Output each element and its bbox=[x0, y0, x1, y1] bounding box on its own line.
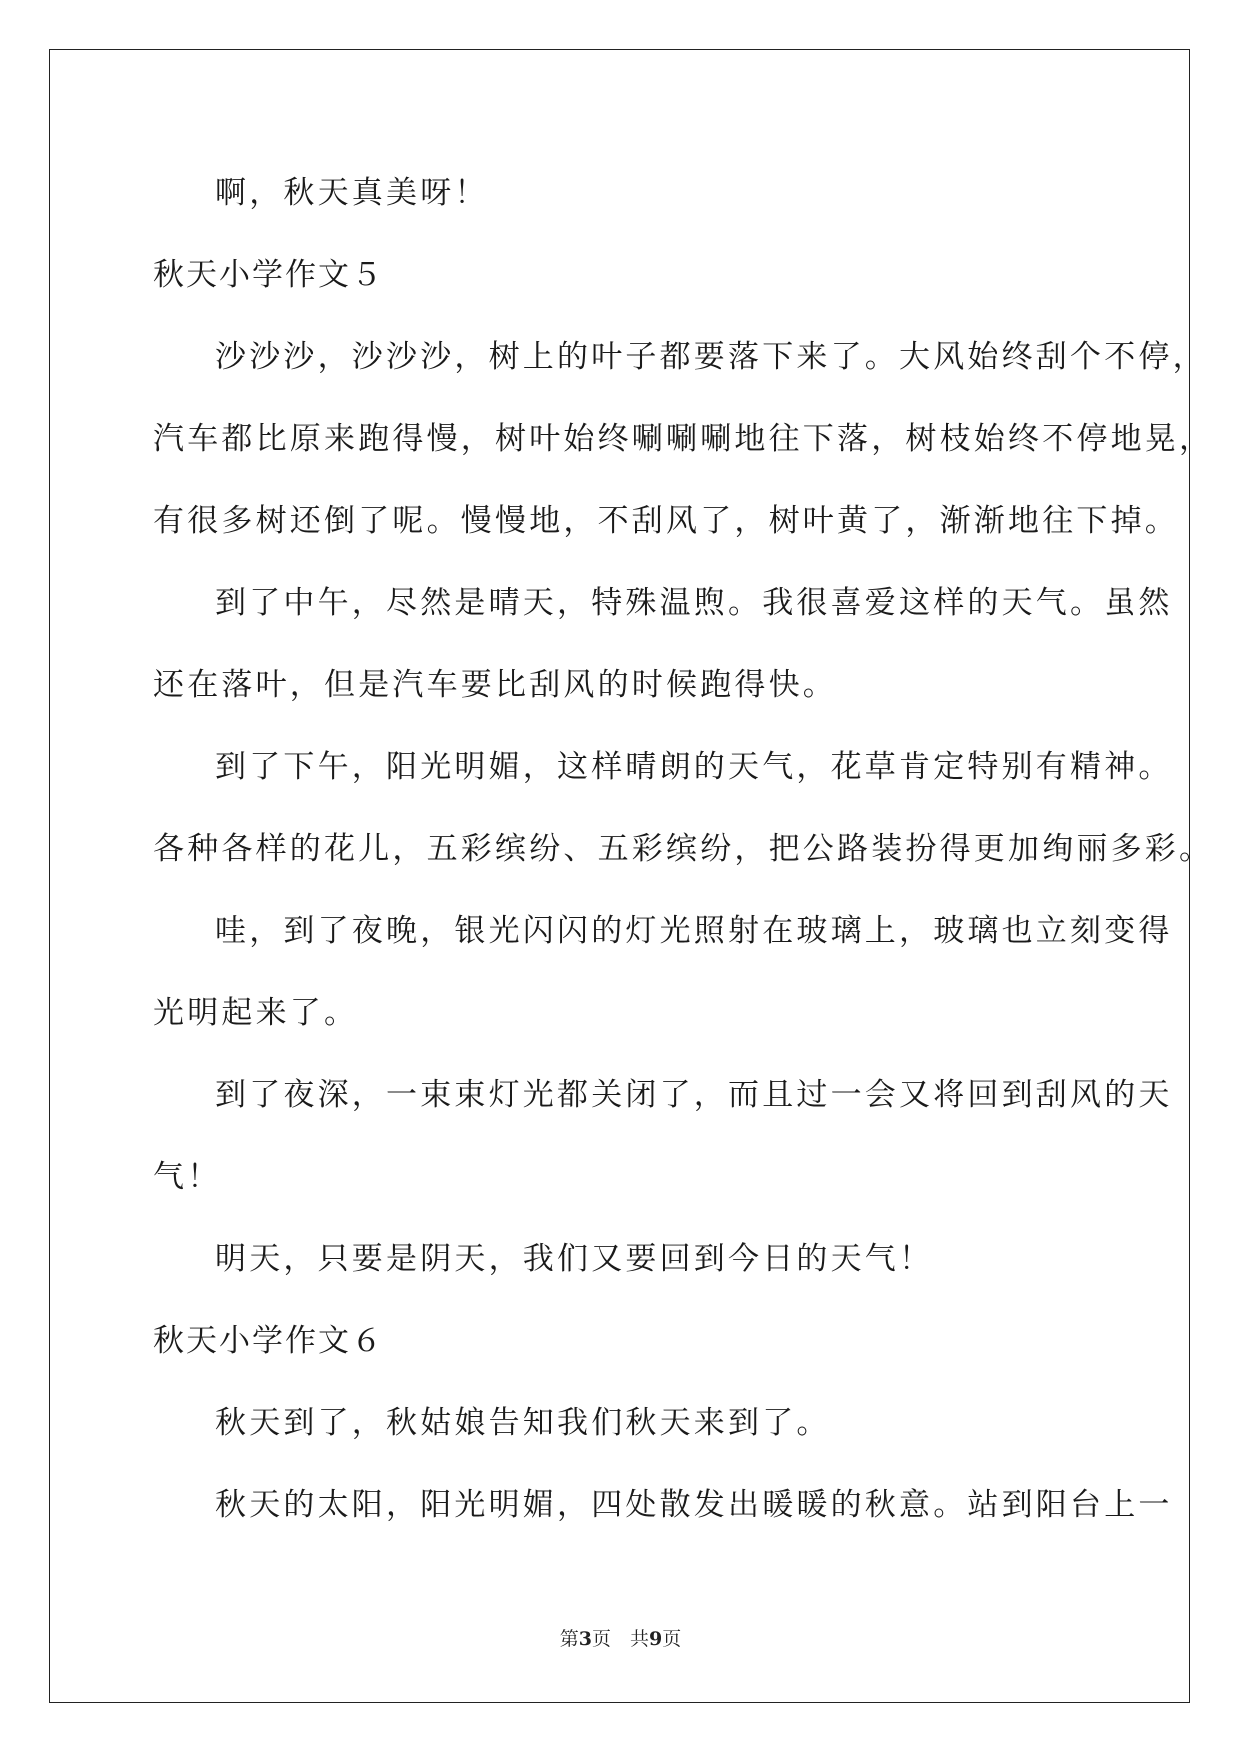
paragraph-line: 到了中午，尽然是晴天，特殊温煦。我很喜爱这样的天气。虽然 bbox=[215, 585, 1173, 621]
paragraph-line: 各种各样的花儿，五彩缤纷、五彩缤纷，把公路装扮得更加绚丽多彩。 bbox=[153, 831, 1214, 867]
page-label-prefix: 第 bbox=[559, 1628, 579, 1650]
page-label-suffix: 页 bbox=[662, 1628, 682, 1650]
paragraph-line: 有很多树还倒了呢。慢慢地，不刮风了，树叶黄了，渐渐地往下掉。 bbox=[153, 503, 1179, 539]
paragraph-line: 汽车都比原来跑得慢，树叶始终唰唰唰地往下落，树枝始终不停地晃， bbox=[153, 421, 1214, 457]
current-page-number: 3 bbox=[578, 1628, 592, 1650]
paragraph-line: 沙沙沙，沙沙沙，树上的叶子都要落下来了。大风始终刮个不停， bbox=[215, 339, 1207, 375]
page-footer bbox=[0, 1624, 1241, 1651]
paragraph-line: 光明起来了。 bbox=[153, 995, 359, 1031]
paragraph-line: 还在落叶，但是汽车要比刮风的时候跑得快。 bbox=[153, 667, 837, 703]
section-heading: 秋天小学作文６ bbox=[153, 1323, 384, 1359]
paragraph-line: 哇，到了夜晚，银光闪闪的灯光照射在玻璃上，玻璃也立刻变得 bbox=[215, 913, 1173, 949]
paragraph-line: 到了夜深，一束束灯光都关闭了，而且过一会又将回到刮风的天 bbox=[215, 1077, 1173, 1113]
document-body bbox=[153, 152, 1214, 1546]
total-page-number: 9 bbox=[649, 1628, 663, 1650]
page-label-mid: 页 共 bbox=[591, 1628, 649, 1650]
paragraph-line: 气！ bbox=[153, 1159, 222, 1195]
section-heading: 秋天小学作文５ bbox=[153, 257, 384, 293]
paragraph-line: 秋天的太阳，阳光明媚，四处散发出暖暖的秋意。站到阳台上一 bbox=[215, 1487, 1173, 1523]
paragraph-line: 秋天到了，秋姑娘告知我们秋天来到了。 bbox=[215, 1405, 831, 1441]
paragraph-line: 到了下午，阳光明媚，这样晴朗的天气，花草肯定特别有精神。 bbox=[215, 749, 1173, 785]
paragraph-line: 明天，只要是阴天，我们又要回到今日的天气！ bbox=[215, 1241, 934, 1277]
paragraph-line: 啊，秋天真美呀！ bbox=[215, 175, 489, 211]
